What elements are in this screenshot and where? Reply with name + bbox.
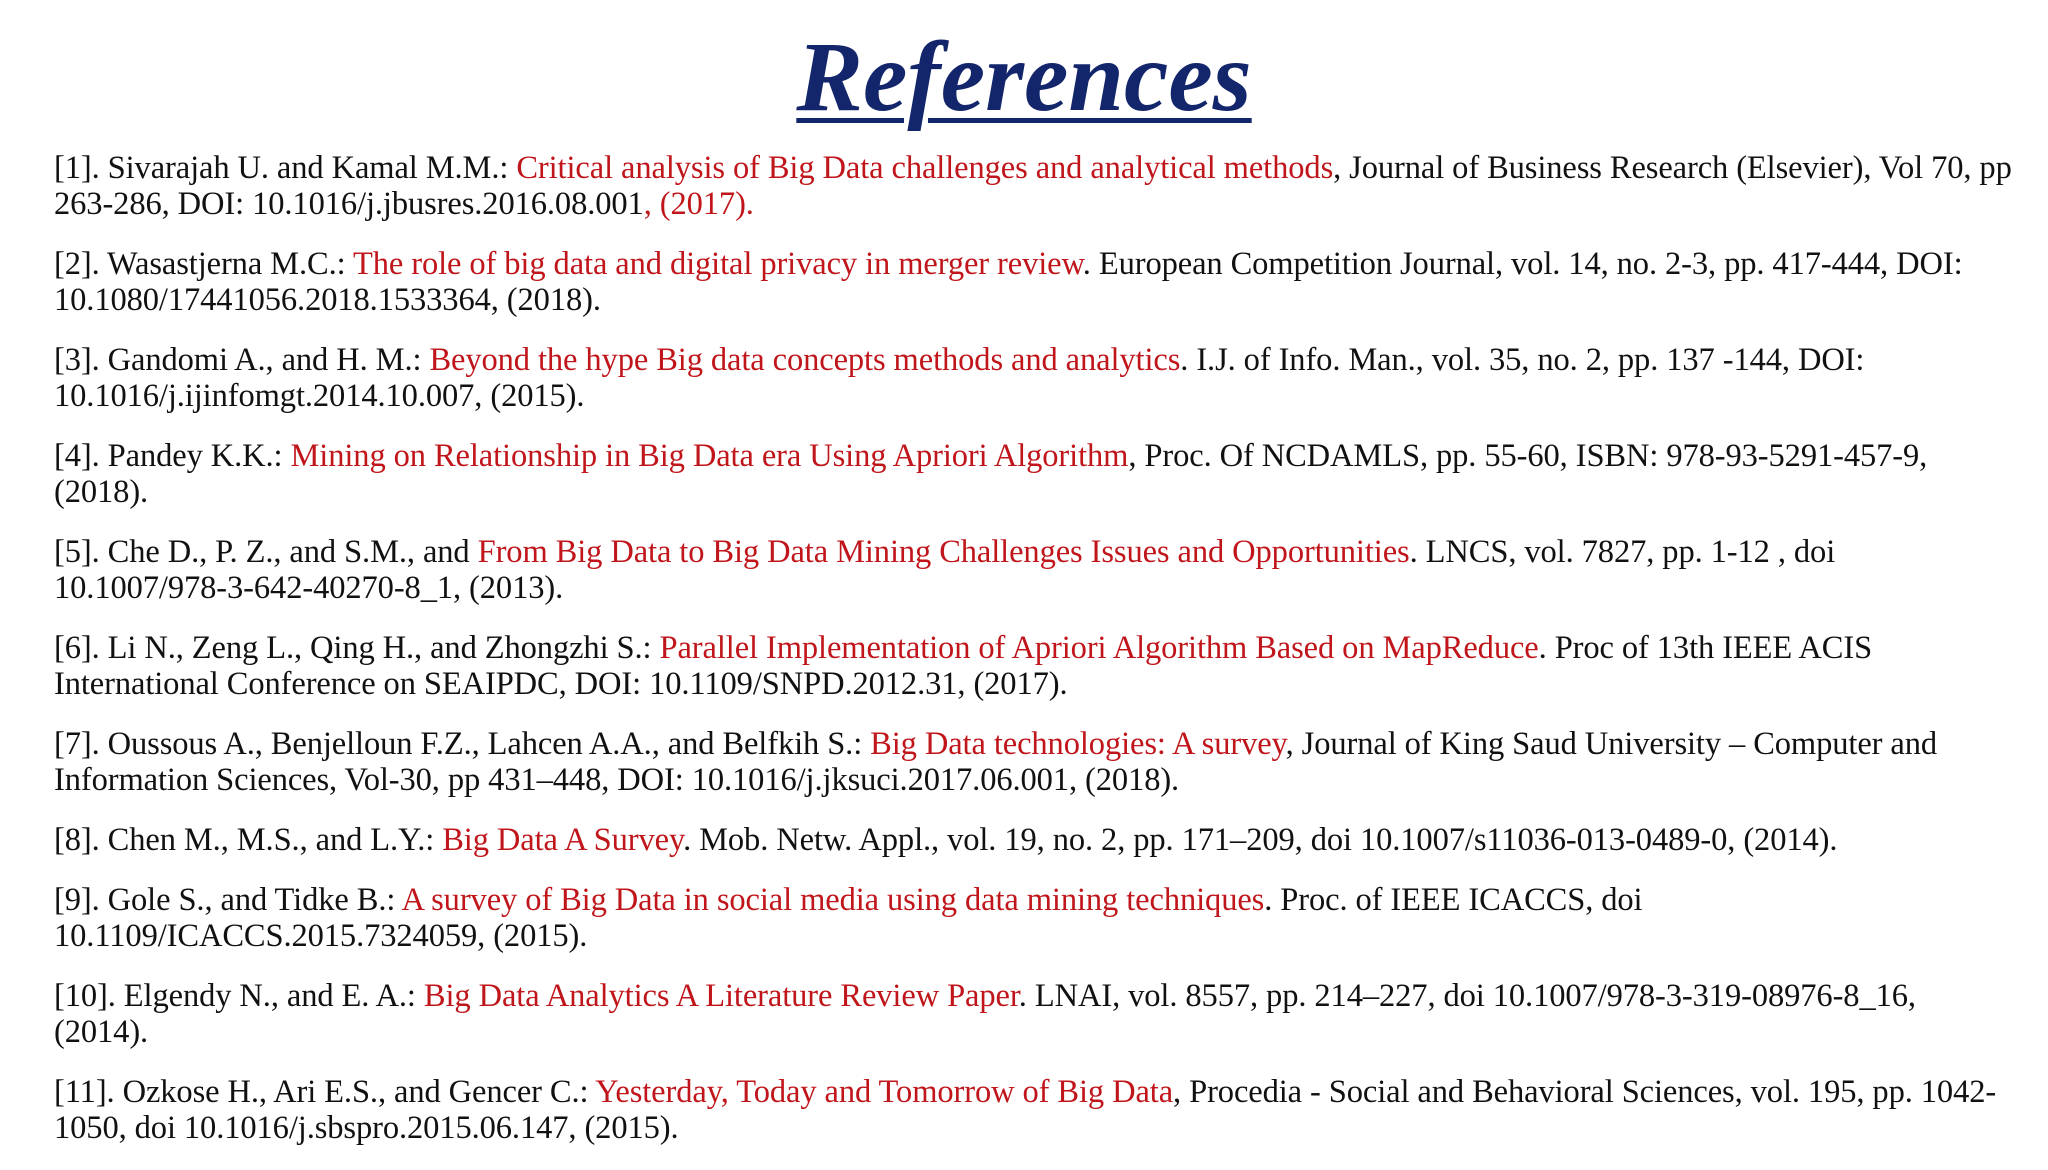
reference-item-1: [54, 150, 2014, 222]
reference-title: A survey of Big Data in social media using data mining techniques: [401, 882, 1265, 918]
reference-item-10: [54, 978, 2014, 1050]
reference-details: , Journal of King Saud University – Computer and Information Sciences, Vol-30, pp 431–448, DOI: 10.1016/j.jksuci.2017.06.001, (2018).: [54, 726, 1938, 798]
reference-authors: [3]. Gandomi A., and H. M.:: [54, 342, 430, 378]
reference-title: Parallel Implementation of Apriori Algorithm Based on MapReduce: [659, 630, 1539, 666]
reference-authors: [2]. Wasastjerna M.C.:: [54, 246, 353, 282]
reference-details: . Mob. Netw. Appl., vol. 19, no. 2, pp. 171–209, doi 10.1007/s11036-013-0489-0, (2014).: [683, 822, 1838, 858]
reference-title: Big Data technologies: A survey: [870, 726, 1286, 762]
reference-item-9: [54, 882, 2014, 954]
reference-authors: [4]. Pandey K.K.:: [54, 438, 291, 474]
reference-year: , (2017).: [643, 186, 754, 222]
reference-authors: [10]. Elgendy N., and E. A.:: [54, 978, 424, 1014]
reference-title: Mining on Relationship in Big Data era Using Apriori Algorithm: [290, 438, 1129, 474]
page-title: References: [796, 21, 1252, 132]
reference-item-2: [54, 246, 2014, 318]
reference-title: Big Data A Survey: [442, 822, 684, 858]
reference-authors: [1]. Sivarajah U. and Kamal M.M.:: [54, 150, 517, 186]
reference-authors: [8]. Chen M., M.S., and L.Y.:: [54, 822, 443, 858]
reference-details: . Proc of 13th IEEE ACIS International Conference on SEAIPDC, DOI: 10.1109/SNPD.2012.31, (2017).: [54, 630, 1873, 702]
reference-details: . LNAI, vol. 8557, pp. 214–227, doi 10.1007/978-3-319-08976-8_16, (2014).: [54, 978, 1916, 1050]
reference-title: Big Data Analytics A Literature Review Paper: [423, 978, 1019, 1014]
reference-authors: [6]. Li N., Zeng L., Qing H., and Zhongzhi S.:: [54, 630, 660, 666]
reference-title: Critical analysis of Big Data challenges and analytical methods: [516, 150, 1334, 186]
reference-list: [54, 150, 2014, 1170]
reference-authors: [11]. Ozkose H., Ari E.S., and Gencer C.:: [54, 1074, 596, 1110]
reference-item-5: [54, 534, 2014, 606]
reference-item-4: [54, 438, 2014, 510]
reference-details: . Proc. of IEEE ICACCS, doi 10.1109/ICACCS.2015.7324059, (2015).: [54, 882, 1643, 954]
reference-title: The role of big data and digital privacy in merger review: [352, 246, 1083, 282]
reference-details: . LNCS, vol. 7827, pp. 1-12 , doi 10.1007/978-3-642-40270-8_1, (2013).: [54, 534, 1836, 606]
reference-details: . European Competition Journal, vol. 14, no. 2-3, pp. 417-444, DOI: 10.1080/17441056.2018.1533364, (2018).: [54, 246, 1963, 318]
reference-details: , Procedia - Social and Behavioral Sciences, vol. 195, pp. 1042-1050, doi 10.1016/j.sbspro.2015.06.147, (2015).: [54, 1074, 1997, 1146]
reference-authors: [7]. Oussous A., Benjelloun F.Z., Lahcen A.A., and Belfkih S.:: [54, 726, 871, 762]
reference-authors: [9]. Gole S., and Tidke B.:: [54, 882, 402, 918]
reference-title: Yesterday, Today and Tomorrow of Big Data: [595, 1074, 1174, 1110]
reference-authors: [5]. Che D., P. Z., and S.M., and: [54, 534, 478, 570]
reference-details: , Proc. Of NCDAMLS, pp. 55-60, ISBN: 978-93-5291-457-9, (2018).: [54, 438, 1928, 510]
reference-item-7: [54, 726, 2014, 798]
reference-item-6: [54, 630, 2014, 702]
reference-details: . I.J. of Info. Man., vol. 35, no. 2, pp. 137 -144, DOI: 10.1016/j.ijinfomgt.2014.10.007, (2015).: [54, 342, 1865, 414]
reference-item-8: [54, 822, 2014, 858]
reference-details: , Journal of Business Research (Elsevier), Vol 70, pp 263-286, DOI: 10.1016/j.jbusres.2016.08.001: [54, 150, 2012, 222]
reference-item-11: [54, 1074, 2014, 1146]
reference-title: From Big Data to Big Data Mining Challenges Issues and Opportunities: [477, 534, 1410, 570]
reference-title: Beyond the hype Big data concepts methods and analytics: [429, 342, 1181, 378]
reference-item-3: [54, 342, 2014, 414]
